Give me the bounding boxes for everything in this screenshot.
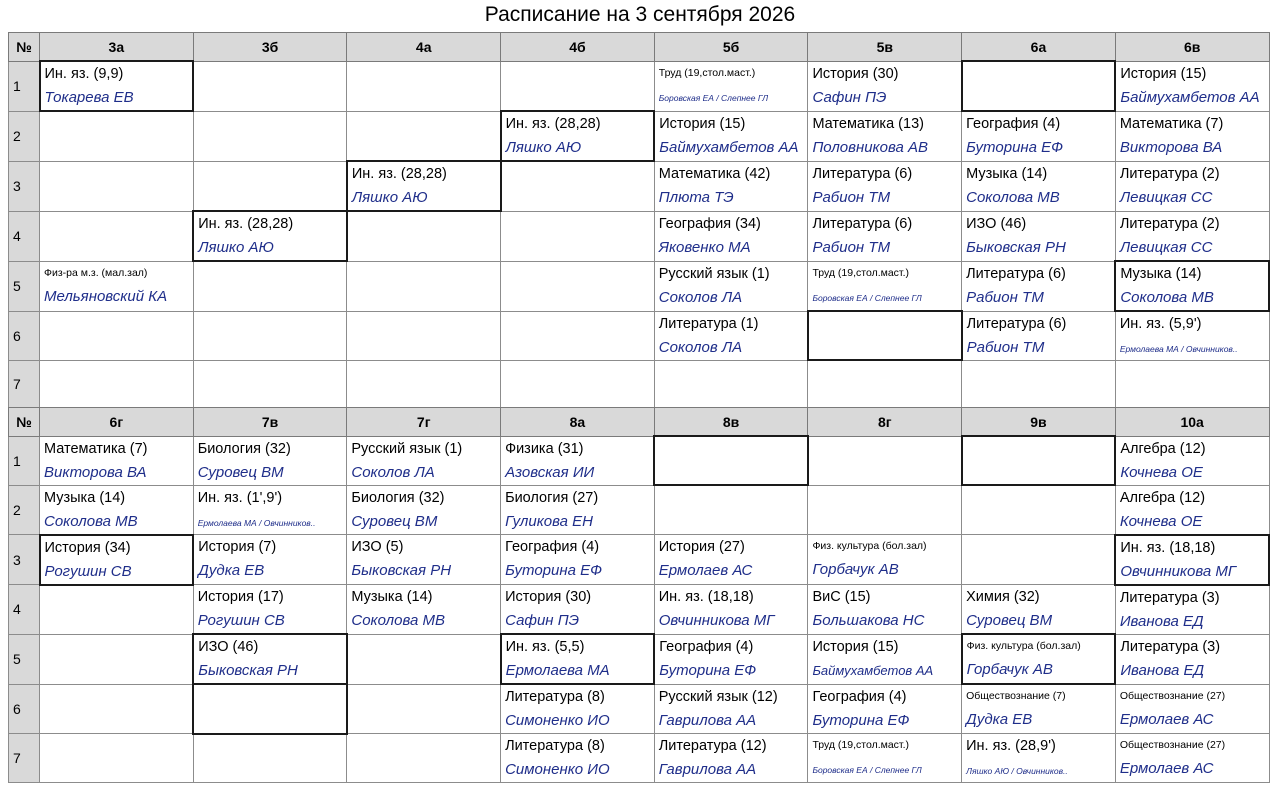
lesson-cell	[193, 111, 347, 161]
subject-label: История (15)	[812, 638, 899, 655]
teacher-name: Ермолаев АС	[1119, 760, 1214, 777]
subject-label: Ин. яз. (5,5)	[505, 639, 585, 655]
teacher-name: Буторина ЕФ	[659, 661, 757, 679]
subject-label: Музыка (14)	[966, 165, 1048, 182]
class-header: 10а	[1115, 408, 1269, 437]
lesson-cell	[347, 61, 501, 111]
subject-label: История (30)	[812, 65, 899, 82]
teacher-name: Суровец ВМ	[197, 463, 284, 481]
lesson-cell	[962, 485, 1116, 535]
class-header: 3а	[40, 33, 194, 62]
lesson-cell	[193, 734, 347, 783]
lesson-number: 6	[9, 311, 40, 360]
teacher-name: Овчинникова МГ	[1120, 562, 1237, 580]
lesson-cell	[808, 261, 962, 311]
teacher-name: Ляшко АЮ	[351, 189, 428, 206]
teacher-name: Быковская РН	[351, 562, 452, 579]
teacher-name: Азовская ИИ	[505, 463, 595, 481]
lesson-number: 2	[9, 485, 40, 535]
teacher-name: Горбачук АВ	[966, 661, 1053, 678]
teacher-name: Гуликова ЕН	[505, 512, 593, 530]
lesson-cell	[40, 61, 194, 111]
teacher-name: Соколов ЛА	[658, 288, 743, 306]
subject-label: История (17)	[197, 589, 284, 605]
lesson-cell	[962, 634, 1116, 684]
lesson-cell	[40, 535, 194, 585]
subject-label: Ин. яз. (28,28)	[351, 166, 447, 182]
lesson-row	[9, 261, 1270, 311]
teacher-name: Сафин ПЭ	[505, 612, 579, 629]
lesson-cell	[808, 111, 962, 161]
subject-label: Музыка (14)	[1120, 266, 1202, 282]
lesson-cell	[193, 311, 347, 360]
teacher-name: Буторина ЕФ	[505, 562, 603, 579]
lesson-cell	[1115, 436, 1269, 485]
header-row	[9, 408, 1270, 437]
lesson-cell	[347, 161, 501, 211]
subject-label: ИЗО (5)	[351, 539, 404, 555]
subject-label: Физ. культура (бол.зал)	[966, 640, 1081, 652]
teacher-name: Кочнева ОЕ	[1119, 512, 1203, 530]
subject-label: Литература (6)	[966, 315, 1067, 332]
lesson-cell	[347, 311, 501, 360]
lesson-cell	[1115, 311, 1269, 360]
teacher-name: Ляшко АЮ	[505, 139, 582, 156]
subject-label: Музыка (14)	[44, 489, 126, 506]
teacher-name: Рабион ТМ	[812, 238, 891, 256]
subject-label: Ин. яз. (28,9')	[966, 738, 1056, 754]
lesson-cell	[501, 485, 655, 535]
subject-label: Обществознание (27)	[1119, 739, 1226, 751]
teacher-name: Ермолаева МА / Овчинников..	[197, 517, 316, 528]
teacher-name: Иванова ЕД	[1120, 661, 1205, 679]
class-header: 5б	[654, 33, 808, 62]
subject-label: Физ-ра м.з. (мал.зал)	[44, 266, 148, 279]
lesson-cell	[40, 360, 194, 409]
class-header: 7в	[193, 408, 347, 437]
subject-label: Физ. культура (бол.зал)	[812, 540, 927, 552]
lesson-cell	[962, 311, 1116, 360]
lesson-cell	[654, 111, 808, 161]
subject-label: Биология (27)	[505, 489, 599, 506]
lesson-cell	[1115, 161, 1269, 211]
lesson-cell	[501, 585, 655, 635]
lesson-cell	[654, 360, 808, 409]
lesson-cell	[193, 211, 347, 261]
teacher-name: Соколова МВ	[351, 612, 445, 629]
subject-label: Ин. яз. (28,28)	[505, 116, 601, 132]
teacher-name: Овчинникова МГ	[658, 612, 775, 629]
teacher-name: Рабион ТМ	[966, 338, 1045, 356]
teacher-name: Сафин ПЭ	[812, 88, 887, 106]
lesson-cell	[1115, 360, 1269, 409]
subject-label: Литература (8)	[505, 689, 605, 705]
lesson-cell	[501, 211, 655, 261]
subject-label: Труд (19,стол.маст.)	[658, 66, 756, 79]
subject-label: География (4)	[966, 116, 1061, 132]
subject-label: Русский язык (12)	[658, 688, 778, 705]
subject-label: География (4)	[812, 688, 907, 705]
subject-label: Русский язык (1)	[351, 440, 463, 457]
subject-label: Математика (13)	[812, 115, 924, 132]
class-header: 9в	[962, 408, 1116, 437]
lesson-cell	[193, 360, 347, 409]
lesson-cell	[962, 585, 1116, 635]
teacher-name: Рогушин СВ	[44, 562, 132, 580]
lesson-cell	[347, 111, 501, 161]
teacher-name: Яковенко МА	[658, 238, 751, 256]
subject-label: Труд (19,стол.маст.)	[812, 266, 909, 279]
teacher-name: Ляшко АЮ / Овчинников..	[966, 766, 1068, 776]
class-header: 6а	[962, 33, 1116, 62]
subject-label: Труд (19,стол.маст.)	[812, 739, 909, 751]
lesson-cell	[654, 684, 808, 734]
subject-label: Ин. яз. (18,18)	[1120, 539, 1216, 556]
lesson-cell	[808, 360, 962, 409]
lesson-row	[9, 585, 1270, 635]
teacher-name: Соколова МВ	[1120, 289, 1214, 306]
subject-label: Русский язык (1)	[658, 265, 770, 282]
lesson-cell	[654, 734, 808, 783]
lesson-number: 1	[9, 436, 40, 485]
subject-label: Математика (42)	[658, 165, 771, 182]
subject-label: Ин. яз. (1',9')	[197, 489, 283, 506]
lesson-cell	[1115, 111, 1269, 161]
schedule-table-bottom	[8, 407, 1270, 783]
teacher-name: Баймухамбетов АА	[659, 138, 799, 156]
lesson-row	[9, 360, 1270, 409]
lesson-cell	[193, 261, 347, 311]
lesson-cell	[347, 585, 501, 635]
teacher-name: Ляшко АЮ	[198, 239, 274, 256]
lesson-cell	[40, 684, 194, 734]
teacher-name: Викторова ВА	[44, 463, 147, 481]
lesson-cell	[193, 634, 347, 684]
lesson-cell	[40, 585, 194, 635]
teacher-name: Викторова ВА	[1119, 138, 1223, 156]
teacher-name: Иванова ЕД	[1119, 612, 1204, 630]
teacher-name: Суровец ВМ	[351, 512, 438, 530]
lesson-cell	[808, 684, 962, 734]
lesson-cell	[501, 734, 655, 783]
lesson-cell	[501, 360, 655, 409]
subject-label: Литература (6)	[812, 215, 913, 232]
class-header: 6в	[1115, 33, 1269, 62]
lesson-row	[9, 61, 1270, 111]
lesson-cell	[654, 161, 808, 211]
teacher-name: Мельяновский КА	[44, 287, 168, 305]
lesson-cell	[1115, 61, 1269, 111]
subject-label: Ин. яз. (5,9')	[1119, 316, 1202, 332]
lesson-cell	[501, 161, 655, 211]
lesson-number: 5	[9, 261, 40, 311]
teacher-name: Рабион ТМ	[812, 188, 891, 206]
teacher-name: Кочнева ОЕ	[1120, 463, 1203, 481]
lesson-row	[9, 436, 1270, 485]
lesson-cell	[808, 535, 962, 585]
teacher-name: Буторина ЕФ	[966, 139, 1064, 156]
subject-label: ИЗО (46)	[966, 215, 1027, 232]
lesson-number: 3	[9, 161, 40, 211]
teacher-name: Симоненко ИО	[505, 761, 610, 778]
lesson-cell	[347, 360, 501, 409]
subject-label: Ин. яз. (18,18)	[658, 589, 754, 605]
lesson-cell	[40, 436, 194, 485]
subject-label: Литература (6)	[812, 165, 913, 182]
lesson-cell	[501, 684, 655, 734]
subject-label: Литература (2)	[1119, 215, 1220, 232]
lesson-cell	[40, 311, 194, 360]
teacher-name: Гаврилова АА	[658, 761, 757, 778]
teacher-name: Ермолаева МА	[505, 662, 610, 679]
lesson-cell	[654, 211, 808, 261]
lesson-cell	[808, 61, 962, 111]
lesson-cell	[193, 535, 347, 585]
lesson-cell	[501, 111, 655, 161]
lesson-cell	[347, 485, 501, 535]
lesson-cell	[962, 436, 1116, 485]
lesson-row	[9, 634, 1270, 684]
lesson-cell	[654, 585, 808, 635]
subject-label: Физика (31)	[505, 440, 584, 457]
lesson-cell	[654, 485, 808, 535]
teacher-name: Дудка ЕВ	[198, 562, 265, 579]
subject-label: География (34)	[658, 215, 761, 232]
subject-label: Алгебра (12)	[1119, 489, 1206, 506]
lesson-cell	[808, 161, 962, 211]
subject-label: ИЗО (46)	[198, 639, 259, 655]
lesson-cell	[40, 161, 194, 211]
lesson-cell	[962, 535, 1116, 585]
teacher-name: Симоненко ИО	[505, 712, 610, 729]
teacher-name: Соколов ЛА	[658, 338, 743, 356]
lesson-row	[9, 161, 1270, 211]
teacher-name: Рабион ТМ	[966, 288, 1044, 306]
class-header: 6г	[40, 408, 194, 437]
lesson-cell	[808, 311, 962, 360]
subject-label: Биология (32)	[351, 489, 445, 506]
subject-label: Литература (1)	[658, 315, 759, 332]
subject-label: Ин. яз. (9,9)	[44, 66, 124, 82]
lesson-cell	[808, 436, 962, 485]
teacher-name: Рогушин СВ	[197, 612, 285, 629]
subject-label: Литература (6)	[966, 265, 1066, 282]
subject-label: Литература (8)	[505, 738, 605, 754]
lesson-cell	[501, 535, 655, 585]
class-header: 8г	[808, 408, 962, 437]
lesson-row	[9, 211, 1270, 261]
lesson-cell	[40, 634, 194, 684]
lesson-number: 4	[9, 585, 40, 635]
lesson-number: 7	[9, 360, 40, 409]
lesson-cell	[193, 61, 347, 111]
teacher-name: Соколов ЛА	[351, 463, 435, 481]
lesson-row	[9, 734, 1270, 783]
lesson-cell	[1115, 684, 1269, 734]
lesson-cell	[193, 585, 347, 635]
number-header: №	[9, 408, 40, 437]
lesson-cell	[808, 485, 962, 535]
lesson-cell	[962, 111, 1116, 161]
teacher-name: Плюта ТЭ	[658, 188, 734, 206]
lesson-cell	[193, 684, 347, 734]
teacher-name: Соколова МВ	[44, 512, 138, 530]
lesson-cell	[1115, 535, 1269, 585]
subject-label: Литература (12)	[658, 738, 767, 754]
lesson-number: 2	[9, 111, 40, 161]
lesson-cell	[962, 734, 1116, 783]
lesson-row	[9, 684, 1270, 734]
teacher-name: Токарева ЕВ	[44, 89, 134, 106]
subject-label: История (15)	[1120, 65, 1207, 82]
lesson-cell	[654, 535, 808, 585]
lesson-cell	[808, 634, 962, 684]
class-header: 8в	[654, 408, 808, 437]
subject-label: Литература (2)	[1119, 165, 1220, 182]
lesson-row	[9, 311, 1270, 360]
number-header: №	[9, 33, 40, 62]
schedule-table-top	[8, 32, 1270, 409]
teacher-name: Боровская ЕА / Слепнее ГЛ	[658, 92, 769, 103]
subject-label: География (4)	[505, 539, 600, 555]
teacher-name: Ермолаев АС	[658, 562, 753, 579]
subject-label: История (30)	[505, 589, 592, 605]
subject-label: Обществознание (7)	[966, 690, 1066, 702]
lesson-cell	[501, 436, 655, 485]
subject-label: Биология (32)	[197, 440, 291, 457]
lesson-cell	[808, 585, 962, 635]
teacher-name: Половникова АВ	[812, 138, 928, 156]
teacher-name: Буторина ЕФ	[812, 711, 910, 729]
teacher-name: Соколова МВ	[966, 188, 1060, 206]
lesson-cell	[654, 261, 808, 311]
lesson-cell	[501, 634, 655, 684]
lesson-cell	[1115, 634, 1269, 684]
teacher-name: Быковская РН	[966, 238, 1066, 256]
lesson-cell	[962, 161, 1116, 211]
lesson-cell	[1115, 585, 1269, 635]
lesson-cell	[962, 211, 1116, 261]
lesson-cell	[40, 261, 194, 311]
lesson-cell	[347, 211, 501, 261]
class-header: 8а	[501, 408, 655, 437]
teacher-name: Боровская ЕА / Слепнее ГЛ	[812, 292, 922, 303]
subject-label: Математика (7)	[1119, 115, 1224, 132]
page-title: Расписание на 3 сентября 2026	[484, 3, 796, 26]
teacher-name: Баймухамбетов АА	[812, 662, 934, 678]
lesson-row	[9, 485, 1270, 535]
class-header: 3б	[193, 33, 347, 62]
lesson-cell	[347, 261, 501, 311]
teacher-name: Горбачук АВ	[812, 561, 899, 578]
lesson-cell	[347, 634, 501, 684]
header-row	[9, 33, 1270, 62]
class-header: 4а	[347, 33, 501, 62]
subject-label: ВиС (15)	[812, 589, 871, 605]
lesson-cell	[347, 436, 501, 485]
teacher-name: Быковская РН	[198, 662, 298, 679]
lesson-cell	[193, 485, 347, 535]
class-header: 5в	[808, 33, 962, 62]
lesson-cell	[193, 436, 347, 485]
lesson-cell	[808, 211, 962, 261]
lesson-number: 5	[9, 634, 40, 684]
lesson-cell	[347, 734, 501, 783]
teacher-name: Ермолаев АС	[1119, 710, 1214, 728]
subject-label: Литература (3)	[1120, 638, 1221, 655]
teacher-name: Гаврилова АА	[658, 711, 757, 729]
lesson-cell	[40, 734, 194, 783]
lesson-number: 4	[9, 211, 40, 261]
lesson-cell	[962, 261, 1116, 311]
lesson-number: 1	[9, 61, 40, 111]
lesson-cell	[962, 684, 1116, 734]
subject-label: Алгебра (12)	[1120, 440, 1206, 457]
subject-label: Обществознание (27)	[1119, 689, 1226, 702]
lesson-cell	[654, 61, 808, 111]
lesson-cell	[1115, 261, 1269, 311]
subject-label: Ин. яз. (28,28)	[198, 216, 294, 232]
class-header: 7г	[347, 408, 501, 437]
lesson-cell	[808, 734, 962, 783]
lesson-row	[9, 535, 1270, 585]
lesson-cell	[40, 111, 194, 161]
subject-label: История (34)	[44, 539, 131, 556]
teacher-name: Большакова НС	[812, 612, 925, 629]
lesson-cell	[193, 161, 347, 211]
lesson-cell	[654, 634, 808, 684]
lesson-number: 6	[9, 684, 40, 734]
lesson-cell	[654, 436, 808, 485]
lesson-cell	[347, 684, 501, 734]
lesson-cell	[501, 311, 655, 360]
teacher-name: Левицкая СС	[1119, 188, 1213, 206]
teacher-name: Баймухамбетов АА	[1120, 88, 1260, 106]
lesson-number: 7	[9, 734, 40, 783]
lesson-row	[9, 111, 1270, 161]
subject-label: История (27)	[658, 539, 745, 555]
teacher-name: Боровская ЕА / Слепнее ГЛ	[812, 765, 922, 775]
subject-label: Химия (32)	[966, 589, 1040, 605]
subject-label: Музыка (14)	[351, 589, 433, 605]
teacher-name: Суровец ВМ	[966, 612, 1053, 629]
lesson-cell	[501, 61, 655, 111]
lesson-cell	[962, 61, 1116, 111]
lesson-cell	[1115, 485, 1269, 535]
teacher-name: Ермолаева МА / Овчинников..	[1119, 344, 1238, 354]
subject-label: Математика (7)	[44, 440, 148, 457]
subject-label: Литература (3)	[1119, 589, 1220, 606]
lesson-number: 3	[9, 535, 40, 585]
lesson-cell	[962, 360, 1116, 409]
lesson-cell	[501, 261, 655, 311]
lesson-cell	[1115, 211, 1269, 261]
teacher-name: Дудка ЕВ	[966, 711, 1033, 728]
teacher-name: Левицкая СС	[1119, 238, 1213, 256]
lesson-cell	[347, 535, 501, 585]
lesson-cell	[1115, 734, 1269, 783]
lesson-cell	[40, 211, 194, 261]
lesson-cell	[654, 311, 808, 360]
lesson-cell	[40, 485, 194, 535]
subject-label: История (7)	[198, 539, 277, 555]
subject-label: История (15)	[659, 115, 746, 132]
class-header: 4б	[501, 33, 655, 62]
subject-label: География (4)	[659, 638, 754, 655]
